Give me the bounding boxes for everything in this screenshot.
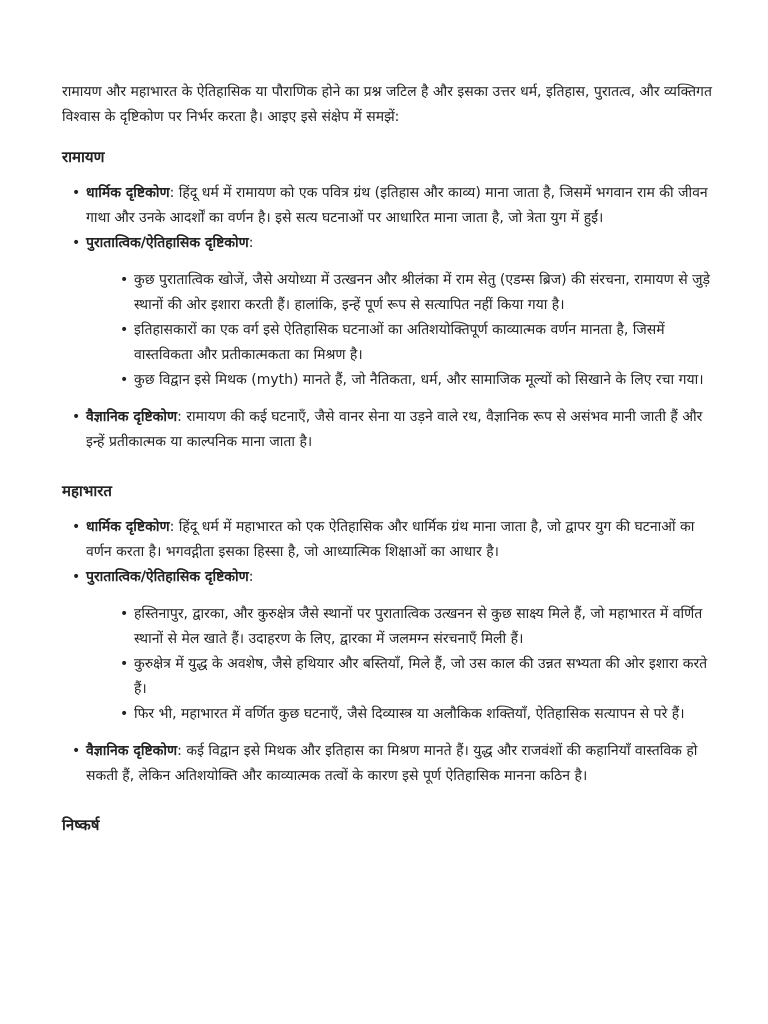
list-item [62,515,722,565]
section-heading-ramayana: रामायण [62,148,105,166]
sub-list-item [110,652,722,702]
item-text: : हिंदू धर्म में महाभारत को एक ऐतिहासिक और धार्मिक ग्रंथ माना जाता है, जो द्वापर युग की घटनाओं का वर्णन करता है। भगवद्गीता इसका हिस्सा है, जो आध्यात्मिक शिक्षाओं का आधार है। [86,519,695,560]
mahabharata-list [62,515,722,789]
document-body [62,80,722,849]
bullet-icon: • [120,656,129,672]
bullet-icon: • [72,185,81,201]
bullet-icon: • [120,706,129,722]
sub-list-item [110,268,722,318]
ramayana-list [62,181,722,455]
sub-list-item [110,602,722,652]
bullet-icon: • [120,322,129,338]
sub-item-text: हस्तिनापुर, द्वारका, और कुरुक्षेत्र जैसे स्थानों पर पुरातात्विक उत्खनन से कुछ साक्ष्य मिले हैं, जो महाभारत में वर्णित स्थानों से मेल खाते हैं। उदाहरण के लिए, द्वारका में जलमग्न संरचनाएँ मिली हैं। [134,606,703,647]
sub-list-item [110,318,722,368]
sub-list-item [110,702,722,727]
bullet-icon: • [120,272,129,288]
item-label: धार्मिक दृष्टिकोण [86,185,170,201]
sub-item-text: कुरुक्षेत्र में युद्ध के अवशेष, जैसे हथियार और बस्तियाँ, मिले हैं, जो उस काल की उन्नत सभ्यता की ओर इशारा करते हैं। [134,656,708,697]
list-item [62,565,722,727]
sub-list [86,602,722,727]
list-item [62,181,722,231]
item-label: वैज्ञानिक दृष्टिकोण [86,743,178,759]
item-label: पुरातात्विक/ऐतिहासिक दृष्टिकोण [86,569,249,585]
sub-item-text: इतिहासकारों का एक वर्ग इसे ऐतिहासिक घटनाओं का अतिशयोक्तिपूर्ण काव्यात्मक वर्णन मानता है, जिसमें वास्तविकता और प्रतीकात्मकता का मिश्रण है। [134,322,665,363]
bullet-icon: • [120,606,129,622]
sub-item-text: फिर भी, महाभारत में वर्णित कुछ घटनाएँ, जैसे दिव्यास्त्र या अलौकिक शक्तियाँ, ऐतिहासिक सत्यापन से परे हैं। [134,706,685,722]
item-text: : [248,235,254,251]
bullet-icon: • [72,235,81,251]
bullet-icon: • [72,569,81,585]
item-text: : कई विद्वान इसे मिथक और इतिहास का मिश्रण मानते हैं। युद्ध और राजवंशों की कहानियाँ वास्तविक हो सकती हैं, लेकिन अतिशयोक्ति और काव्यात्मक तत्वों के कारण इसे पूर्ण ऐतिहासिक मानना कठिन है। [86,743,698,784]
list-item [62,405,722,455]
sub-list-item [110,368,722,393]
bullet-icon: • [72,409,81,425]
item-text: : [248,569,254,585]
bullet-icon: • [120,372,129,388]
item-text: : हिंदू धर्म में रामायण को एक पवित्र ग्रंथ (इतिहास और काव्य) माना जाता है, जिसमें भगवान राम की जीवन गाथा और उनके आदर्शों का वर्णन है। इसे सत्य घटनाओं पर आधारित माना जाता है, जो त्रेता युग में हुईं। [86,185,708,226]
list-item [62,739,722,789]
intro-paragraph: रामायण और महाभारत के ऐतिहासिक या पौराणिक होने का प्रश्न जटिल है और इसका उत्तर धर्म, इतिहास, पुरातत्व, और व्यक्तिगत विश्वास के दृष्टिकोण पर निर्भर करता है। आइए इसे संक्षेप में समझें: [62,84,712,125]
bullet-icon: • [72,519,81,535]
sub-item-text: कुछ विद्वान इसे मिथक (myth) मानते हैं, जो नैतिकता, धर्म, और सामाजिक मूल्यों को सिखाने के लिए रचा गया। [134,372,704,388]
list-item [62,231,722,393]
item-text: : रामायण की कई घटनाएँ, जैसे वानर सेना या उड़ने वाले रथ, वैज्ञानिक रूप से असंभव मानी जाती हैं और इन्हें प्रतीकात्मक या काल्पनिक माना जाता है। [86,409,703,450]
sub-item-text: कुछ पुरातात्विक खोजें, जैसे अयोध्या में उत्खनन और श्रीलंका में राम सेतु (एडम्स ब्रिज) की संरचना, रामायण से जुड़े स्थानों की ओर इशारा करती हैं। हालांकि, इन्हें पूर्ण रूप से सत्यापित नहीं किया गया है। [134,272,711,313]
item-label: धार्मिक दृष्टिकोण [86,519,170,535]
sub-list [86,268,722,393]
section-heading-conclusion: निष्कर्ष [62,816,100,834]
section-heading-mahabharata: महाभारत [62,482,112,500]
bullet-icon: • [72,743,81,759]
item-label: वैज्ञानिक दृष्टिकोण [86,409,178,425]
item-label: पुरातात्विक/ऐतिहासिक दृष्टिकोण [86,235,249,251]
